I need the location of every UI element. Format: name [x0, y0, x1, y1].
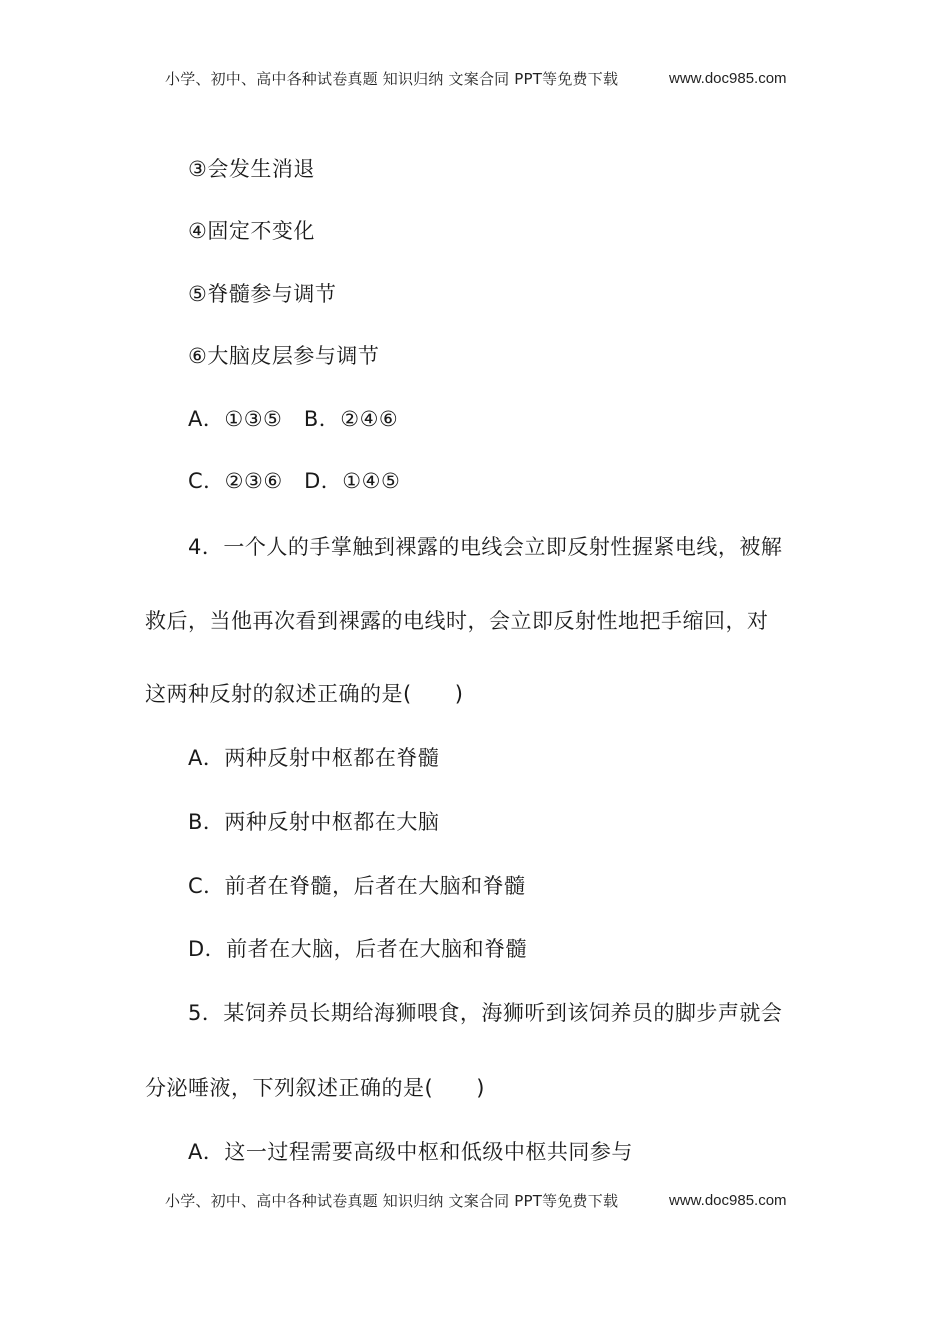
q5-stem-line1: 5．某饲养员长期给海狮喂食，海狮听到该饲养员的脚步声就会 — [188, 1001, 783, 1025]
header-url[interactable]: www.doc985.com — [669, 70, 787, 87]
q4-stem-line3: 这两种反射的叙述正确的是( ) — [145, 682, 464, 706]
q4-option-c: C．前者在脊髓，后者在大脑和脊髓 — [188, 874, 526, 898]
statement-3: ③会发生消退 — [188, 157, 315, 181]
footer-text: 小学、初中、高中各种试卷真题 知识归纳 文案合同 PPT等免费下载 — [165, 1192, 619, 1210]
q4-stem-line1: 4．一个人的手掌触到裸露的电线会立即反射性握紧电线，被解 — [188, 535, 783, 559]
page-footer — [0, 1189, 950, 1213]
q5-stem-line2: 分泌唾液，下列叙述正确的是( ) — [145, 1076, 485, 1100]
q4-option-a: A．两种反射中枢都在脊髓 — [188, 746, 440, 770]
page-header — [0, 67, 950, 91]
q4-stem-line2: 救后，当他再次看到裸露的电线时，会立即反射性地把手缩回，对 — [145, 609, 769, 633]
q4-option-d: D．前者在大脑，后者在大脑和脊髓 — [188, 937, 528, 961]
statement-6: ⑥大脑皮层参与调节 — [188, 344, 380, 368]
q3-options-cd: C．②③⑥ D．①④⑤ — [188, 469, 401, 493]
q3-options-ab: A．①③⑤ B．②④⑥ — [188, 407, 399, 431]
statement-5: ⑤脊髓参与调节 — [188, 282, 337, 306]
footer-url[interactable]: www.doc985.com — [669, 1192, 787, 1209]
q4-option-b: B．两种反射中枢都在大脑 — [188, 810, 440, 834]
statement-4: ④固定不变化 — [188, 219, 315, 243]
q5-option-a: A．这一过程需要高级中枢和低级中枢共同参与 — [188, 1140, 633, 1164]
header-text: 小学、初中、高中各种试卷真题 知识归纳 文案合同 PPT等免费下载 — [165, 70, 619, 88]
